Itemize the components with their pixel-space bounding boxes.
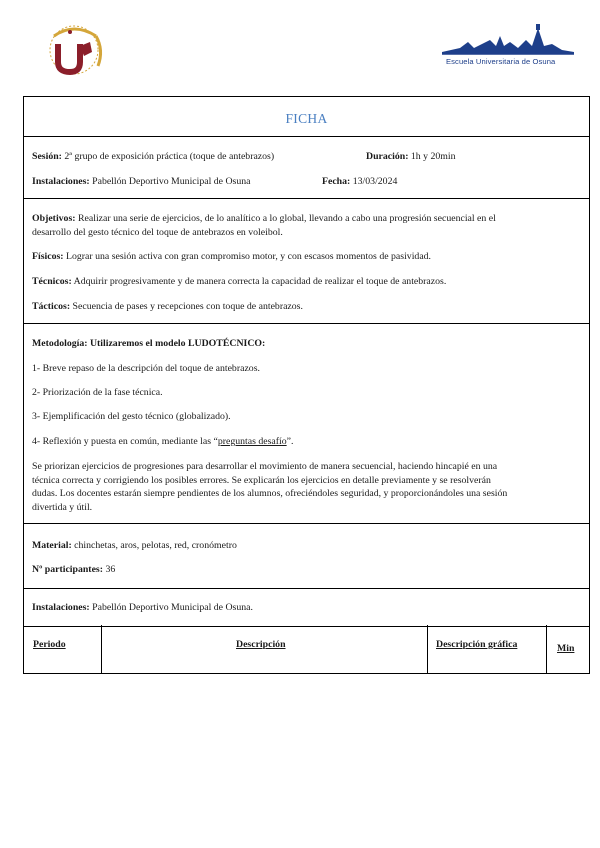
facilities2-field: Instalaciones: Pabellón Deportivo Municipal de Osuna. (32, 602, 253, 613)
school-name-caption: Escuela Universitaria de Osuna (446, 57, 556, 66)
objectives-row (24, 198, 589, 324)
methodology-step: 1- Breve repaso de la descripción del toque de antebrazos. (32, 363, 260, 374)
materials-row (24, 523, 589, 589)
session-row (24, 136, 589, 199)
objectives-text: Objetivos: Realizar una serie de ejercicios, de lo analítico a lo global, llevando a cabo una progresión secuencial en el desarrollo del gesto técnico del toque de antebrazos en voleibol. (32, 213, 496, 238)
duration-field: Duración: 1h y 20min (366, 151, 456, 162)
table-divider (546, 625, 547, 674)
facilities-field: Instalaciones: Pabellón Deportivo Municipal de Osuna (32, 176, 251, 187)
methodology-heading: Metodología: Utilizaremos el modelo LUDOTÉCNICO: (32, 338, 266, 349)
technical-objective: Técnicos: Adquirir progresivamente y de manera correcta la capacidad de realizar el toque de antebrazos. (32, 276, 447, 287)
table-divider (101, 625, 102, 674)
column-header-descripcion-grafica: Descripción gráfica (436, 639, 518, 650)
tactical-objective: Tácticos: Secuencia de pases y recepciones con toque de antebrazos. (32, 301, 303, 312)
table-divider (427, 625, 428, 674)
participants-field: Nº participantes: 36 (32, 564, 116, 575)
methodology-step-reflection: 4- Reflexión y puesta en común, mediante las “preguntas desafío”. (32, 436, 294, 447)
methodology-row (24, 323, 589, 524)
column-header-descripcion: Descripción (236, 639, 286, 650)
form-title: FICHA (285, 111, 328, 126)
session-form (23, 96, 590, 674)
preguntas-desafio-term: preguntas desafío (217, 436, 287, 447)
methodology-step: 2- Priorización de la fase técnica. (32, 387, 163, 398)
column-header-periodo: Periodo (33, 639, 66, 650)
title-row (24, 97, 589, 137)
facilities-row (24, 588, 589, 627)
university-seal-logo (40, 22, 112, 78)
material-field: Material: chinchetas, aros, pelotas, red, cronómetro (32, 540, 237, 551)
column-header-min: Min (557, 643, 575, 654)
date-field: Fecha: 13/03/2024 (322, 176, 398, 187)
physical-objective: Físicos: Lograr una sesión activa con gran compromiso motor, y con escasos momentos de pasividad. (32, 251, 432, 262)
methodology-step: 3- Ejemplificación del gesto técnico (globalizado). (32, 411, 231, 422)
methodology-paragraph: Se priorizan ejercicios de progresiones para desarrollar el movimiento de manera secuencial, haciendo hincapié en una técnica correcta y corrigiendo los posibles errores. Se explicarán los ejercicios en detalle previamente y se resolverán dudas. Los docentes estarán siempre pendientes de los alumnos, ofreciéndoles seguridad, y proporcionándoles una sesión divertida y útil. (32, 461, 508, 513)
session-field: Sesión: 2ª grupo de exposición práctica (toque de antebrazos) (32, 151, 275, 162)
